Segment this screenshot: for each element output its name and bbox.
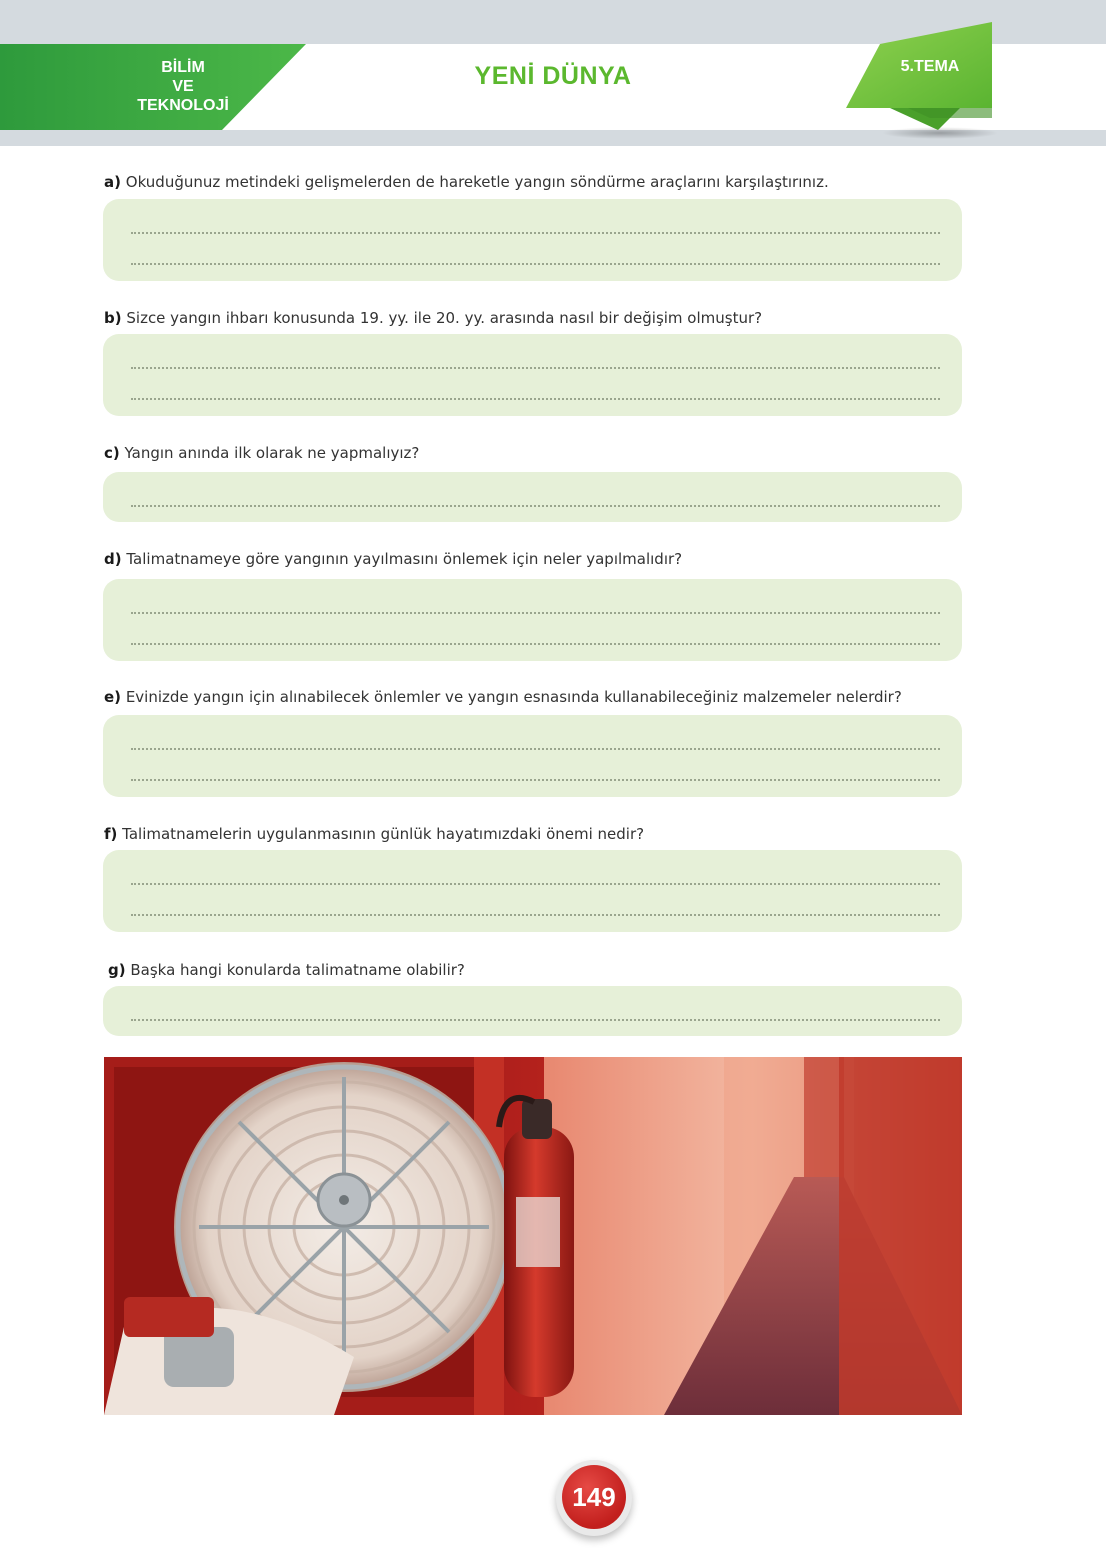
answer-line [131,505,940,507]
answer-line [131,914,940,916]
answer-line [131,748,940,750]
question-letter: a) [104,173,121,191]
question-text: Sizce yangın ihbarı konusunda 19. yy. ile 20. yy. arasında nasıl bir değişim olmuştur? [126,309,763,327]
answer-line [131,643,940,645]
question-letter: g) [108,961,126,979]
question-d [104,550,682,568]
question-e [104,688,902,706]
answer-line [131,263,940,265]
question-f [104,825,644,843]
subject-line-1: BİLİM [161,59,205,76]
question-letter: d) [104,550,122,568]
answer-line [131,398,940,400]
question-b [104,309,762,327]
answer-line [131,367,940,369]
question-text: Talimatnamelerin uygulanmasının günlük hayatımızdaki önemi nedir? [122,825,645,843]
unit-title: YENİ DÜNYA [474,62,632,90]
question-text: Evinizde yangın için alınabilecek önlemler ve yangın esnasında kullanabileceğiniz malzemeler nelerdir? [125,688,902,706]
question-letter: f) [104,825,118,843]
answer-line [131,883,940,885]
answer-box-b[interactable] [103,334,962,416]
question-letter: e) [104,688,122,706]
question-text: Yangın anında ilk olarak ne yapmalıyız? [124,444,420,462]
subject-line-3: TEKNOLOJİ [137,97,229,114]
answer-box-c[interactable] [103,472,962,522]
answer-line [131,779,940,781]
answer-box-g[interactable] [103,986,962,1036]
fire-hose-photo [104,1057,962,1415]
question-text: Başka hangi konularda talimatname olabilir? [130,961,465,979]
theme-ribbon-icon [830,22,1000,142]
question-text: Talimatnameye göre yangının yayılmasını önlemek için neler yapılmalıdır? [126,550,683,568]
page-number: 149 [562,1465,626,1529]
answer-line [131,232,940,234]
theme-label: 5.TEMA [900,58,960,75]
question-a [104,173,829,191]
answer-box-f[interactable] [103,850,962,932]
answer-box-a[interactable] [103,199,962,281]
page-number-badge [556,1460,632,1536]
question-g [108,961,465,979]
answer-box-d[interactable] [103,579,962,661]
question-c [104,444,419,462]
answer-line [131,1019,940,1021]
subject-line-2: VE [172,78,194,95]
question-letter: c) [104,444,120,462]
answer-box-e[interactable] [103,715,962,797]
question-letter: b) [104,309,122,327]
question-text: Okuduğunuz metindeki gelişmelerden de hareketle yangın söndürme araçlarını karşılaştırınız. [125,173,829,191]
answer-line [131,612,940,614]
